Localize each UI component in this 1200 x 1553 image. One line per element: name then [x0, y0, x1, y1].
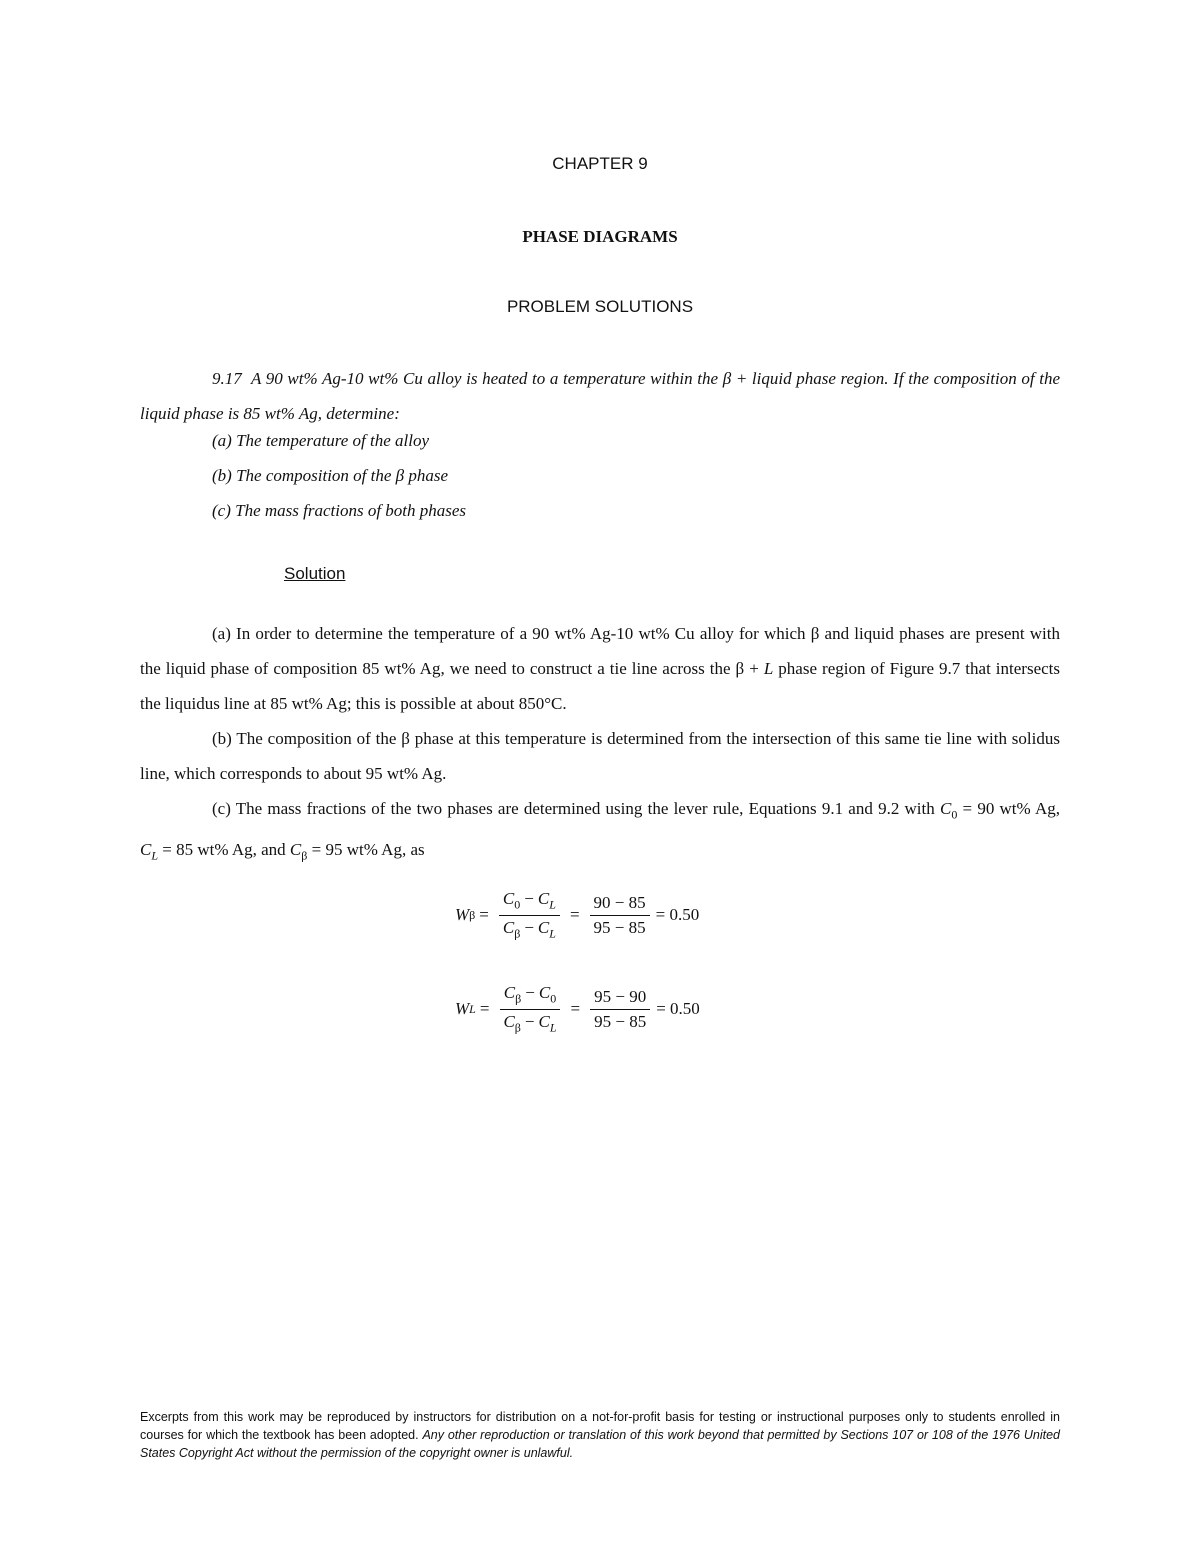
- equation-result: = 0.50: [656, 999, 700, 1018]
- problem-part-c: (c) The mass fractions of both phases: [212, 501, 467, 520]
- problem-part-a: (a) The temperature of the alloy: [212, 431, 430, 450]
- copyright-footer: Excerpts from this work may be reproduced by instructors for distribution on a not-for-profit basis for testing or instructional purposes only to students enrolled in courses for which the textbook has been adopted. Any other reproduction or translation of this work beyond that permitted by Sections 107 or 108 of the 1976 United States Copyright Act without the permission of the copyright owner is unlawful.: [140, 1410, 1060, 1460]
- chapter-title: PHASE DIAGRAMS: [522, 227, 678, 246]
- fraction-numeric: $\frac{95 - 90}{95 - 85}$: [590, 987, 650, 1032]
- equation-w-liquid: W L = $\frac{C_\beta - C_0}{C_\beta - C_L}$ = $\frac{95 - 90}{95 - 85}$ = 0.50: [455, 983, 700, 1034]
- fraction-symbolic: $\frac{C_\beta - C_0}{C_\beta - C_L}$: [499, 983, 560, 1035]
- solution-body: [140, 616, 1060, 874]
- section-subtitle: PROBLEM SOLUTIONS: [506, 297, 694, 316]
- fraction-symbolic: $\frac{C_0 - C_L}{C_\beta - C_L}$: [499, 889, 560, 941]
- equation-w-beta: W β = $\frac{C_0 - C_L}{C_\beta - C_L}$ = $\frac{90 - 85}{95 - 85}$ = 0.50: [455, 889, 700, 940]
- solution-heading: Solution: [284, 564, 346, 583]
- fraction-numeric: $\frac{90 - 85}{95 - 85}$: [590, 893, 650, 938]
- solution-part-b: (b) The composition of the β phase at this temperature is determined from the intersection of this same tie line with solidus line, which corresponds to about 95 wt% Ag.: [140, 729, 1060, 783]
- chapter-heading: CHAPTER 9: [552, 154, 648, 173]
- equation-result: = 0.50: [655, 905, 700, 924]
- solution-part-a: (a) In order to determine the temperature of a 90 wt% Ag-10 wt% Cu alloy for which β and liquid phases are present with the liquid phase of composition 85 wt% Ag, we need to construct a tie line across the β + L phase region of Figure 9.7 that intersects the liquidus line at 85 wt% Ag; this is possible at about 850°C.: [140, 624, 1061, 713]
- problem-text: A 90 wt% Ag-10 wt% Cu alloy is heated to a temperature within the β + liquid phase region. If the composition of the liquid phase is 85 wt% Ag, determine:: [140, 369, 1060, 423]
- problem-part-b: (b) The composition of the β phase: [212, 466, 449, 485]
- solution-part-c: (c) The mass fractions of the two phases are determined using the lever rule, Equations 9.1 and 9.2 with $C_0 = 90$ wt% Ag, $C_L = 85$ wt% Ag, and $C_\beta = 95$ wt% Ag, as: [140, 799, 1060, 863]
- problem-number: 9.17: [212, 369, 242, 388]
- problem-statement: [140, 361, 1060, 431]
